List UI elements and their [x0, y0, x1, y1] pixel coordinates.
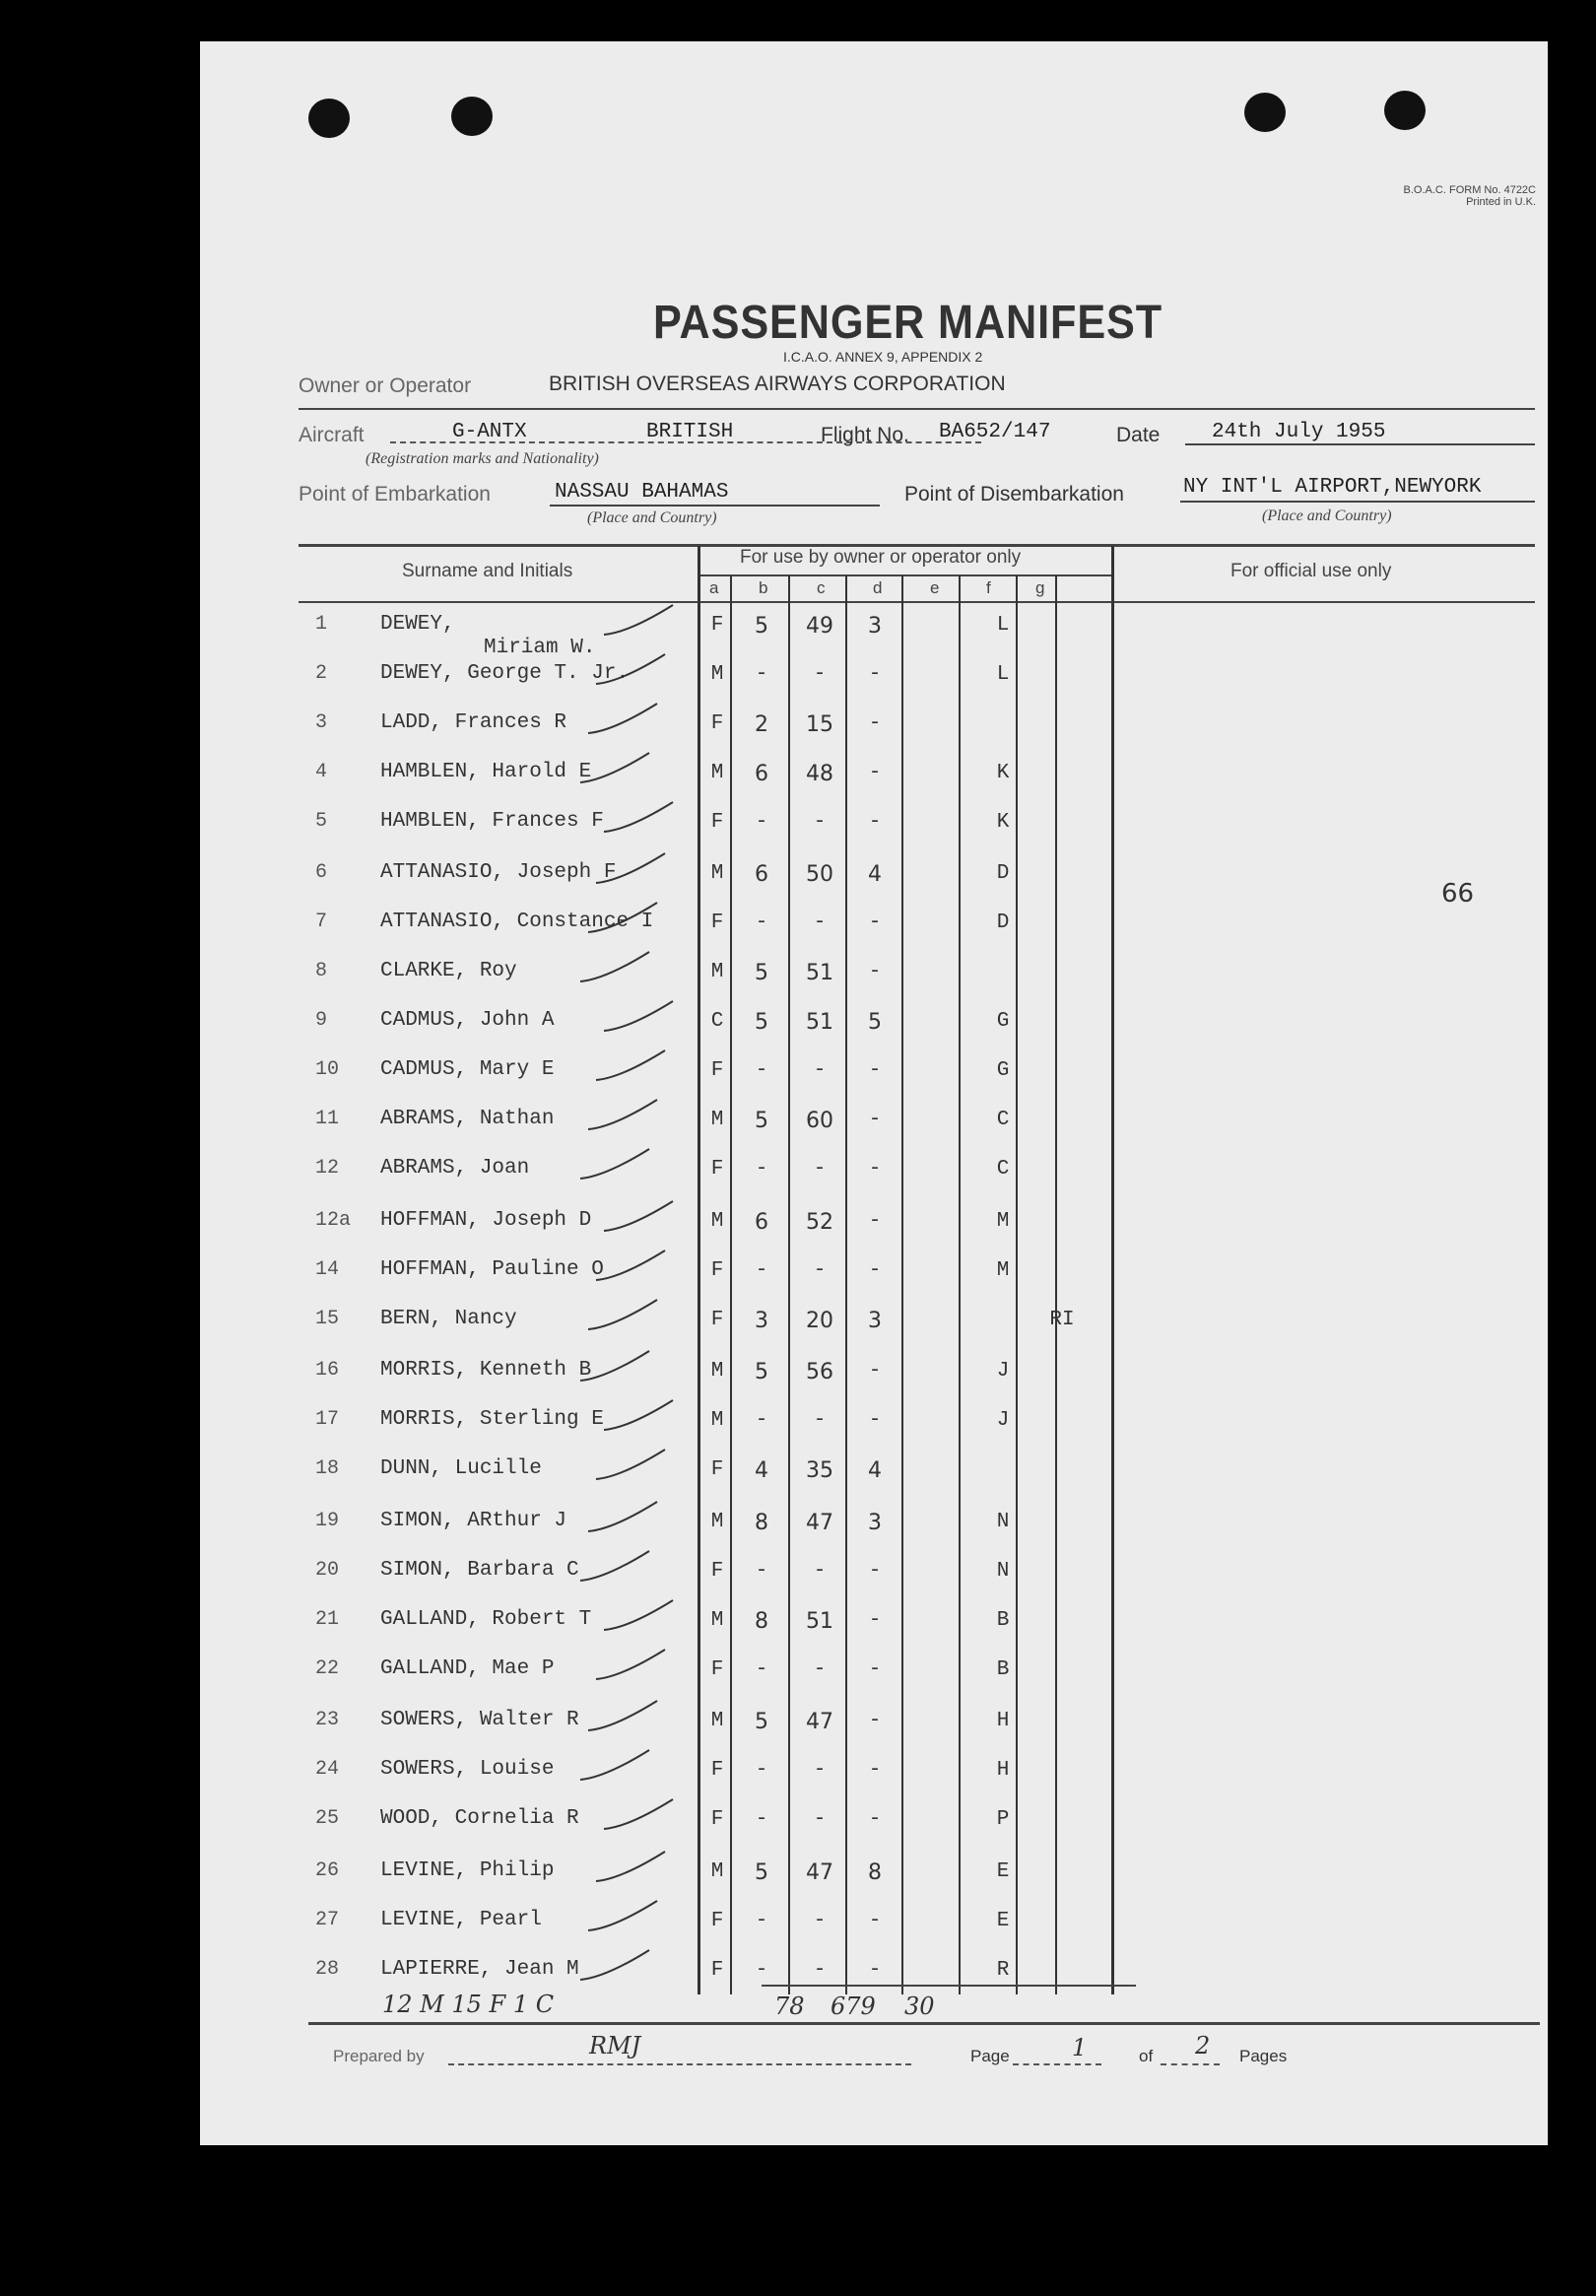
cell-f: B — [996, 1609, 1010, 1632]
cell-a: F — [710, 1808, 724, 1831]
passenger-name: HOFFMAN, Pauline O — [380, 1258, 604, 1281]
cell-d: - — [868, 1259, 882, 1282]
row-number: 27 — [315, 1909, 340, 1931]
cell-f: G — [996, 1010, 1010, 1033]
row-number: 18 — [315, 1457, 340, 1480]
cell-b: 8 — [755, 1609, 768, 1634]
aircraft-note: (Registration marks and Nationality) — [366, 450, 599, 467]
row-number: 23 — [315, 1709, 340, 1731]
form-number-text: B.O.A.C. FORM No. 4722C — [1403, 184, 1536, 196]
passenger-name: LAPIERRE, Jean M — [380, 1958, 579, 1981]
row-number: 28 — [315, 1958, 340, 1981]
cell-a: M — [710, 1210, 724, 1233]
cell-c: 51 — [806, 1609, 833, 1634]
page-subtitle: I.C.A.O. ANNEX 9, APPENDIX 2 — [783, 349, 983, 365]
date-value: 24th July 1955 — [1212, 421, 1386, 443]
page-title: PASSENGER MANIFEST — [653, 297, 1164, 349]
cell-a: F — [710, 1910, 724, 1932]
tick-mark — [596, 1450, 665, 1479]
passenger-name: MORRIS, Sterling E — [380, 1408, 604, 1431]
pages-value: 2 — [1195, 2032, 1211, 2060]
cell-c: - — [813, 1158, 827, 1181]
row-number: 11 — [315, 1108, 340, 1130]
cell-c: - — [813, 1658, 827, 1681]
cell-d: - — [868, 1808, 882, 1831]
passenger-name: SOWERS, Louise — [380, 1758, 555, 1781]
owner-use-header: For use by owner or operator only — [740, 547, 1022, 568]
flight-number: BA652/147 — [939, 421, 1051, 443]
cell-b: - — [755, 1658, 768, 1681]
cell-c: 35 — [806, 1458, 833, 1483]
embarkation-value: NASSAU BAHAMAS — [555, 481, 729, 504]
tick-mark — [588, 704, 657, 733]
passenger-name: DEWEY, — [380, 613, 455, 636]
cell-a: F — [710, 912, 724, 934]
total-c: 679 — [831, 1992, 876, 2020]
cell-f: J — [996, 1409, 1010, 1432]
tick-mark — [588, 1100, 657, 1129]
disembarkation-value: NY INT'L AIRPORT,NEWYORK — [1183, 476, 1482, 499]
cell-d: - — [868, 1759, 882, 1782]
cell-f: J — [996, 1360, 1010, 1383]
cell-d: - — [868, 961, 882, 983]
cell-a: M — [710, 1710, 724, 1732]
row-number: 19 — [315, 1510, 340, 1532]
tick-mark — [580, 952, 649, 981]
cell-f: G — [996, 1059, 1010, 1082]
cell-a: M — [710, 663, 724, 686]
cell-b: 5 — [755, 1860, 768, 1885]
passenger-name: HAMBLEN, Frances F — [380, 810, 604, 833]
passenger-name: DUNN, Lucille — [380, 1457, 542, 1480]
passenger-name: LEVINE, Philip — [380, 1859, 555, 1882]
cell-c: - — [813, 663, 827, 686]
tick-mark — [588, 903, 657, 932]
official-use-header: For official use only — [1230, 561, 1392, 581]
cell-c: - — [813, 1759, 827, 1782]
cell-f: D — [996, 912, 1010, 934]
row-number: 3 — [315, 711, 328, 734]
subcolumn-label: e — [930, 578, 940, 597]
cell-a: M — [710, 862, 724, 885]
passenger-name: ATTANASIO, Constance I — [380, 911, 654, 933]
cell-f: C — [996, 1158, 1010, 1181]
cell-c: - — [813, 1259, 827, 1282]
cell-b: 4 — [755, 1458, 768, 1483]
cell-b: 2 — [755, 712, 768, 737]
cell-b: 5 — [755, 614, 768, 639]
cell-f: M — [996, 1210, 1010, 1233]
passenger-name: BERN, Nancy — [380, 1308, 517, 1330]
cell-d: 3 — [868, 1309, 882, 1333]
cell-c: 47 — [806, 1511, 833, 1535]
cell-d: - — [868, 762, 882, 784]
cell-d: - — [868, 1959, 882, 1982]
page-line — [1013, 2063, 1101, 2065]
subcolumn-label: g — [1035, 578, 1045, 597]
prepared-by-label: Prepared by — [333, 2047, 425, 2065]
cell-d: 5 — [868, 1010, 882, 1035]
cell-c: - — [813, 1560, 827, 1583]
aircraft-label: Aircraft — [299, 424, 365, 446]
row-number: 5 — [315, 810, 328, 833]
owner-value: BRITISH OVERSEAS AIRWAYS CORPORATION — [549, 372, 1006, 395]
cell-b: 6 — [755, 862, 768, 887]
cell-f: N — [996, 1560, 1010, 1583]
of-label: of — [1139, 2047, 1154, 2065]
tick-mark — [596, 853, 665, 883]
cell-d: - — [868, 1609, 882, 1632]
cell-f: E — [996, 1860, 1010, 1883]
cell-b: - — [755, 1759, 768, 1782]
cell-f: K — [996, 762, 1010, 784]
row-number: 8 — [315, 960, 328, 982]
tick-mark — [580, 1149, 649, 1179]
cell-b: - — [755, 811, 768, 834]
tick-mark — [596, 1650, 665, 1679]
cell-c: 60 — [806, 1109, 833, 1133]
cell-b: 5 — [755, 1710, 768, 1734]
cell-f: H — [996, 1710, 1010, 1732]
passenger-name: ATTANASIO, Joseph F — [380, 861, 617, 884]
cell-b: - — [755, 1808, 768, 1831]
cell-d: - — [868, 1158, 882, 1181]
row-number: 10 — [315, 1058, 340, 1081]
cell-d: - — [868, 1560, 882, 1583]
cell-c: 50 — [806, 862, 833, 887]
cell-c: - — [813, 1910, 827, 1932]
cell-c: 51 — [806, 1010, 833, 1035]
tick-mark — [580, 1950, 649, 1980]
cell-f: P — [996, 1808, 1010, 1831]
tick-mark — [604, 1799, 673, 1829]
tick-mark — [604, 1001, 673, 1031]
cell-d: - — [868, 1059, 882, 1082]
cell-d: 4 — [868, 1458, 882, 1483]
cell-c: 15 — [806, 712, 833, 737]
cell-a: F — [710, 1658, 724, 1681]
tick-mark — [604, 1400, 673, 1430]
total-b: 78 — [774, 1992, 805, 2020]
prepared-by-line — [448, 2063, 911, 2065]
tick-mark — [604, 605, 673, 635]
row-number: 22 — [315, 1657, 340, 1680]
passenger-name: SIMON, Barbara C — [380, 1559, 579, 1582]
cell-a: F — [710, 1560, 724, 1583]
tick-mark — [588, 1701, 657, 1730]
cell-b: - — [755, 1910, 768, 1932]
cell-c: 52 — [806, 1210, 833, 1235]
cell-d: - — [868, 1710, 882, 1732]
tick-mark — [596, 1852, 665, 1881]
passenger-name: WOOD, Cornelia R — [380, 1807, 579, 1830]
row-number: 2 — [315, 662, 328, 685]
cell-c: - — [813, 1059, 827, 1082]
cell-b: 5 — [755, 961, 768, 985]
row-number: 21 — [315, 1608, 340, 1631]
cell-f: E — [996, 1910, 1010, 1932]
owner-label: Owner or Operator — [299, 374, 472, 397]
totals-summary: 12 M 15 F 1 C — [382, 1991, 555, 2018]
cell-d: - — [868, 1658, 882, 1681]
row-number: 1 — [315, 613, 328, 636]
cell-c: - — [813, 1409, 827, 1432]
cell-b: - — [755, 1959, 768, 1982]
cell-b: 6 — [755, 1210, 768, 1235]
tick-mark — [588, 1901, 657, 1930]
passenger-name: MORRIS, Kenneth B — [380, 1359, 592, 1382]
passenger-name: ABRAMS, Joan — [380, 1157, 530, 1180]
subcolumn-label: b — [759, 578, 768, 597]
page-label: Page — [970, 2047, 1010, 2065]
passenger-name: HAMBLEN, Harold E — [380, 761, 592, 783]
cell-a: M — [710, 961, 724, 983]
cell-f: C — [996, 1109, 1010, 1131]
cell-b: - — [755, 1259, 768, 1282]
cell-f: D — [996, 862, 1010, 885]
row-number: 14 — [315, 1258, 340, 1281]
cell-a: M — [710, 1860, 724, 1883]
cell-d: - — [868, 912, 882, 934]
cell-d: - — [868, 1210, 882, 1233]
cell-a: F — [710, 1759, 724, 1782]
cell-b: 3 — [755, 1309, 768, 1333]
cell-d: - — [868, 712, 882, 735]
aircraft-nationality: BRITISH — [646, 421, 734, 443]
cell-a: F — [710, 811, 724, 834]
row-number: 24 — [315, 1758, 340, 1781]
cell-a: M — [710, 1511, 724, 1533]
row-number: 20 — [315, 1559, 340, 1582]
cell-c: - — [813, 1959, 827, 1982]
cell-c: - — [813, 811, 827, 834]
cell-a: M — [710, 1360, 724, 1383]
aircraft-registration: G-ANTX — [452, 421, 527, 443]
cell-b: 5 — [755, 1360, 768, 1384]
subcolumn-label: f — [986, 578, 991, 597]
cell-a: F — [710, 1259, 724, 1282]
cell-c: - — [813, 912, 827, 934]
flight-label: Flight No. — [821, 424, 909, 446]
tick-mark — [596, 1050, 665, 1080]
cell-b: - — [755, 1158, 768, 1181]
embarkation-label: Point of Embarkation — [299, 483, 491, 506]
tick-mark — [604, 1201, 673, 1231]
embarkation-note: (Place and Country) — [587, 509, 717, 526]
cell-b: - — [755, 1059, 768, 1082]
cell-f: M — [996, 1259, 1010, 1282]
cell-f: H — [996, 1759, 1010, 1782]
cell-a: M — [710, 1109, 724, 1131]
cell-f: K — [996, 811, 1010, 834]
cell-d: - — [868, 1109, 882, 1131]
disembarkation-label: Point of Disembarkation — [904, 483, 1124, 506]
passenger-name: CLARKE, Roy — [380, 960, 517, 982]
cell-b: 5 — [755, 1010, 768, 1035]
passenger-name: SIMON, ARthur J — [380, 1510, 567, 1532]
cell-b: - — [755, 663, 768, 686]
cell-b: - — [755, 1560, 768, 1583]
total-d: 30 — [904, 1992, 935, 2020]
printed-in-text: Printed in U.K. — [1466, 196, 1536, 208]
tick-mark — [580, 753, 649, 782]
row-number: 17 — [315, 1408, 340, 1431]
tick-mark — [588, 1502, 657, 1531]
cell-d: - — [868, 1360, 882, 1383]
row-number: 7 — [315, 911, 328, 933]
passenger-name: DEWEY, George T. Jr. — [380, 662, 630, 685]
cell-c: 56 — [806, 1360, 833, 1384]
totals-rule — [762, 1985, 1136, 1987]
cell-c: 49 — [806, 614, 833, 639]
passenger-name: GALLAND, Robert T — [380, 1608, 592, 1631]
pages-label: Pages — [1239, 2047, 1288, 2065]
manifest-page — [200, 41, 1548, 2145]
subcolumn-label: c — [817, 578, 826, 597]
tick-mark — [604, 1600, 673, 1630]
cell-f: L — [996, 663, 1010, 686]
cell-c: 48 — [806, 762, 833, 786]
cell-d: 3 — [868, 614, 882, 639]
cell-b: 5 — [755, 1109, 768, 1133]
surname-header: Surname and Initials — [402, 561, 573, 581]
cell-a: F — [710, 1158, 724, 1181]
cell-d: 8 — [868, 1860, 882, 1885]
cell-b: - — [755, 1409, 768, 1432]
row-number: 15 — [315, 1308, 340, 1330]
cell-d: - — [868, 663, 882, 686]
cell-a: M — [710, 1609, 724, 1632]
cell-a: M — [710, 762, 724, 784]
cell-a: F — [710, 712, 724, 735]
cell-f: R — [996, 1959, 1010, 1982]
subcolumn-label: d — [873, 578, 883, 597]
passenger-name: SOWERS, Walter R — [380, 1709, 579, 1731]
cell-d: - — [868, 1910, 882, 1932]
tick-mark — [604, 802, 673, 832]
passenger-name: HOFFMAN, Joseph D — [380, 1209, 592, 1232]
row-number: 16 — [315, 1359, 340, 1382]
cell-a: F — [710, 1458, 724, 1481]
cell-c: 51 — [806, 961, 833, 985]
prepared-by-value: RMJ — [589, 2032, 641, 2060]
row-number: 26 — [315, 1859, 340, 1882]
tick-mark — [580, 1551, 649, 1581]
passenger-name-continued: Miriam W. — [484, 637, 596, 659]
cell-a: M — [710, 1409, 724, 1432]
cell-c: - — [813, 1808, 827, 1831]
cell-g: RI — [1049, 1309, 1075, 1331]
cell-d: - — [868, 811, 882, 834]
passenger-name: ABRAMS, Nathan — [380, 1108, 555, 1130]
cell-a: F — [710, 1309, 724, 1331]
passenger-name: CADMUS, Mary E — [380, 1058, 555, 1081]
cell-b: 8 — [755, 1511, 768, 1535]
cell-c: 47 — [806, 1710, 833, 1734]
cell-a: F — [710, 614, 724, 637]
table-bottom-rule — [308, 2022, 1540, 2025]
passenger-name: GALLAND, Mae P — [380, 1657, 555, 1680]
row-number: 12 — [315, 1157, 340, 1180]
cell-c: 47 — [806, 1860, 833, 1885]
date-label: Date — [1116, 424, 1161, 446]
cell-a: C — [710, 1010, 724, 1033]
row-number: 25 — [315, 1807, 340, 1830]
cell-d: 4 — [868, 862, 882, 887]
page-value: 1 — [1072, 2034, 1088, 2061]
official-note: 66 — [1441, 879, 1475, 909]
row-number: 9 — [315, 1009, 328, 1032]
tick-mark — [580, 1351, 649, 1381]
row-number: 4 — [315, 761, 328, 783]
row-number: 12a — [315, 1209, 352, 1232]
row-number: 6 — [315, 861, 328, 884]
tick-mark — [596, 1250, 665, 1280]
cell-a: F — [710, 1959, 724, 1982]
passenger-name: LADD, Frances R — [380, 711, 567, 734]
cell-d: 3 — [868, 1511, 882, 1535]
cell-f: N — [996, 1511, 1010, 1533]
cell-f: B — [996, 1658, 1010, 1681]
tick-marks — [200, 41, 1548, 2145]
cell-c: 20 — [806, 1309, 833, 1333]
disembarkation-note: (Place and Country) — [1262, 507, 1392, 524]
passenger-name: CADMUS, John A — [380, 1009, 555, 1032]
cell-b: - — [755, 912, 768, 934]
cell-f: L — [996, 614, 1010, 637]
cell-d: - — [868, 1409, 882, 1432]
tick-mark — [588, 1300, 657, 1329]
tick-mark — [596, 654, 665, 684]
tick-mark — [580, 1750, 649, 1780]
cell-a: F — [710, 1059, 724, 1082]
of-line — [1161, 2063, 1220, 2065]
passenger-name: LEVINE, Pearl — [380, 1909, 542, 1931]
cell-b: 6 — [755, 762, 768, 786]
subcolumn-label: a — [709, 578, 719, 597]
